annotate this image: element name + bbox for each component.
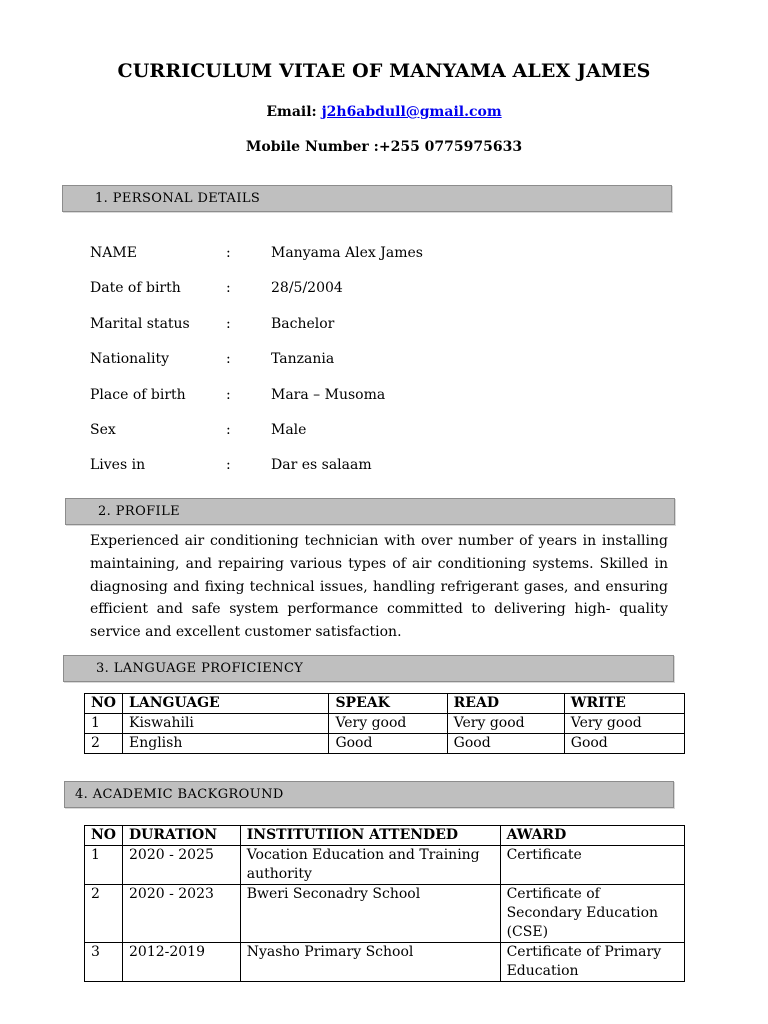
table-cell: Vocation Education and Training authority xyxy=(240,846,500,885)
detail-row-lives-in xyxy=(90,457,610,492)
detail-row-sex xyxy=(90,422,610,457)
table-cell: Certificate of Secondary Education (CSE) xyxy=(500,885,684,943)
table-cell: 2 xyxy=(85,734,123,754)
detail-value: Male xyxy=(271,421,307,438)
detail-row-dob xyxy=(90,280,610,315)
section-personal-details: 1. PERSONAL DETAILS xyxy=(62,185,672,212)
detail-label: Sex xyxy=(90,421,116,438)
table-cell: Certificate of Primary Education xyxy=(500,943,684,982)
table-cell: 2020 - 2023 xyxy=(123,885,241,943)
detail-value: Dar es salaam xyxy=(271,457,372,474)
table-header: AWARD xyxy=(500,826,684,846)
detail-row-nationality xyxy=(90,351,610,386)
detail-label: Lives in xyxy=(90,457,146,474)
table-cell: English xyxy=(123,734,329,754)
table-header: WRITE xyxy=(564,694,684,714)
detail-value: Mara – Musoma xyxy=(271,386,386,403)
table-cell: Good xyxy=(447,734,564,754)
page-title: CURRICULUM VITAE OF MANYAMA ALEX JAMES xyxy=(117,60,651,82)
table-cell: Nyasho Primary School xyxy=(240,943,500,982)
detail-row-marital xyxy=(90,316,610,351)
detail-colon: : xyxy=(226,315,231,332)
table-header: LANGUAGE xyxy=(123,694,329,714)
detail-label: Nationality xyxy=(90,351,169,368)
detail-value: Manyama Alex James xyxy=(271,245,423,261)
table-cell: Good xyxy=(564,734,684,754)
table-row xyxy=(85,714,685,734)
table-cell: 1 xyxy=(85,714,123,734)
section-profile: 2. PROFILE xyxy=(65,498,675,525)
detail-colon: : xyxy=(226,245,231,261)
table-header: SPEAK xyxy=(329,694,447,714)
table-cell: Very good xyxy=(329,714,447,734)
table-cell: Certificate xyxy=(500,846,684,885)
table-header: NO xyxy=(85,694,123,714)
detail-value: Tanzania xyxy=(271,351,335,368)
table-header: INSTITUTIION ATTENDED xyxy=(240,826,500,846)
table-cell: Good xyxy=(329,734,447,754)
table-cell: 2020 - 2025 xyxy=(123,846,241,885)
academic-table xyxy=(84,825,685,982)
detail-label: NAME xyxy=(90,245,137,261)
table-header: READ xyxy=(447,694,564,714)
table-cell: Very good xyxy=(447,714,564,734)
section-language-proficiency: 3. LANGUAGE PROFICIENCY xyxy=(63,655,674,682)
detail-row-pob xyxy=(90,387,610,422)
detail-value: 28/5/2004 xyxy=(271,280,343,297)
table-row xyxy=(85,846,685,885)
table-cell: 3 xyxy=(85,943,123,982)
table-cell: Kiswahili xyxy=(123,714,329,734)
table-cell: Very good xyxy=(564,714,684,734)
detail-label: Marital status xyxy=(90,315,190,332)
table-header: DURATION xyxy=(123,826,241,846)
table-row xyxy=(85,943,685,982)
detail-value: Bachelor xyxy=(271,315,335,332)
detail-colon: : xyxy=(226,421,231,438)
table-header: NO xyxy=(85,826,123,846)
language-table xyxy=(84,693,685,754)
detail-colon: : xyxy=(226,386,231,403)
table-header-row xyxy=(85,826,685,846)
table-row xyxy=(85,734,685,754)
personal-details-list xyxy=(90,245,610,493)
table-row xyxy=(85,885,685,943)
profile-text: Experienced air conditioning technician with over number of years in installing maintaining, and repairing various types of air conditioning systems. Skilled in diagnosing and fixing technical issues, handling refrigerant gases, and ensuring efficient and safe system performance committed to delivering high- quality service and excellent customer satisfaction. xyxy=(90,533,668,641)
detail-colon: : xyxy=(226,280,231,297)
table-cell: 2012-2019 xyxy=(123,943,241,982)
section-academic-background: 4. ACADEMIC BACKGROUND xyxy=(64,781,674,808)
table-cell: 1 xyxy=(85,846,123,885)
detail-colon: : xyxy=(226,457,231,474)
email-link[interactable]: j2h6abdull@gmail.com xyxy=(321,104,502,120)
detail-colon: : xyxy=(226,351,231,368)
email-label: Email: xyxy=(266,104,322,120)
detail-row-name xyxy=(90,245,610,280)
table-cell: Bweri Seconadry School xyxy=(240,885,500,943)
detail-label: Place of birth xyxy=(90,386,186,403)
table-cell: 2 xyxy=(85,885,123,943)
table-header-row xyxy=(85,694,685,714)
mobile-number: Mobile Number :+255 0775975633 xyxy=(245,139,523,155)
detail-label: Date of birth xyxy=(90,280,181,297)
email-line xyxy=(0,104,768,120)
